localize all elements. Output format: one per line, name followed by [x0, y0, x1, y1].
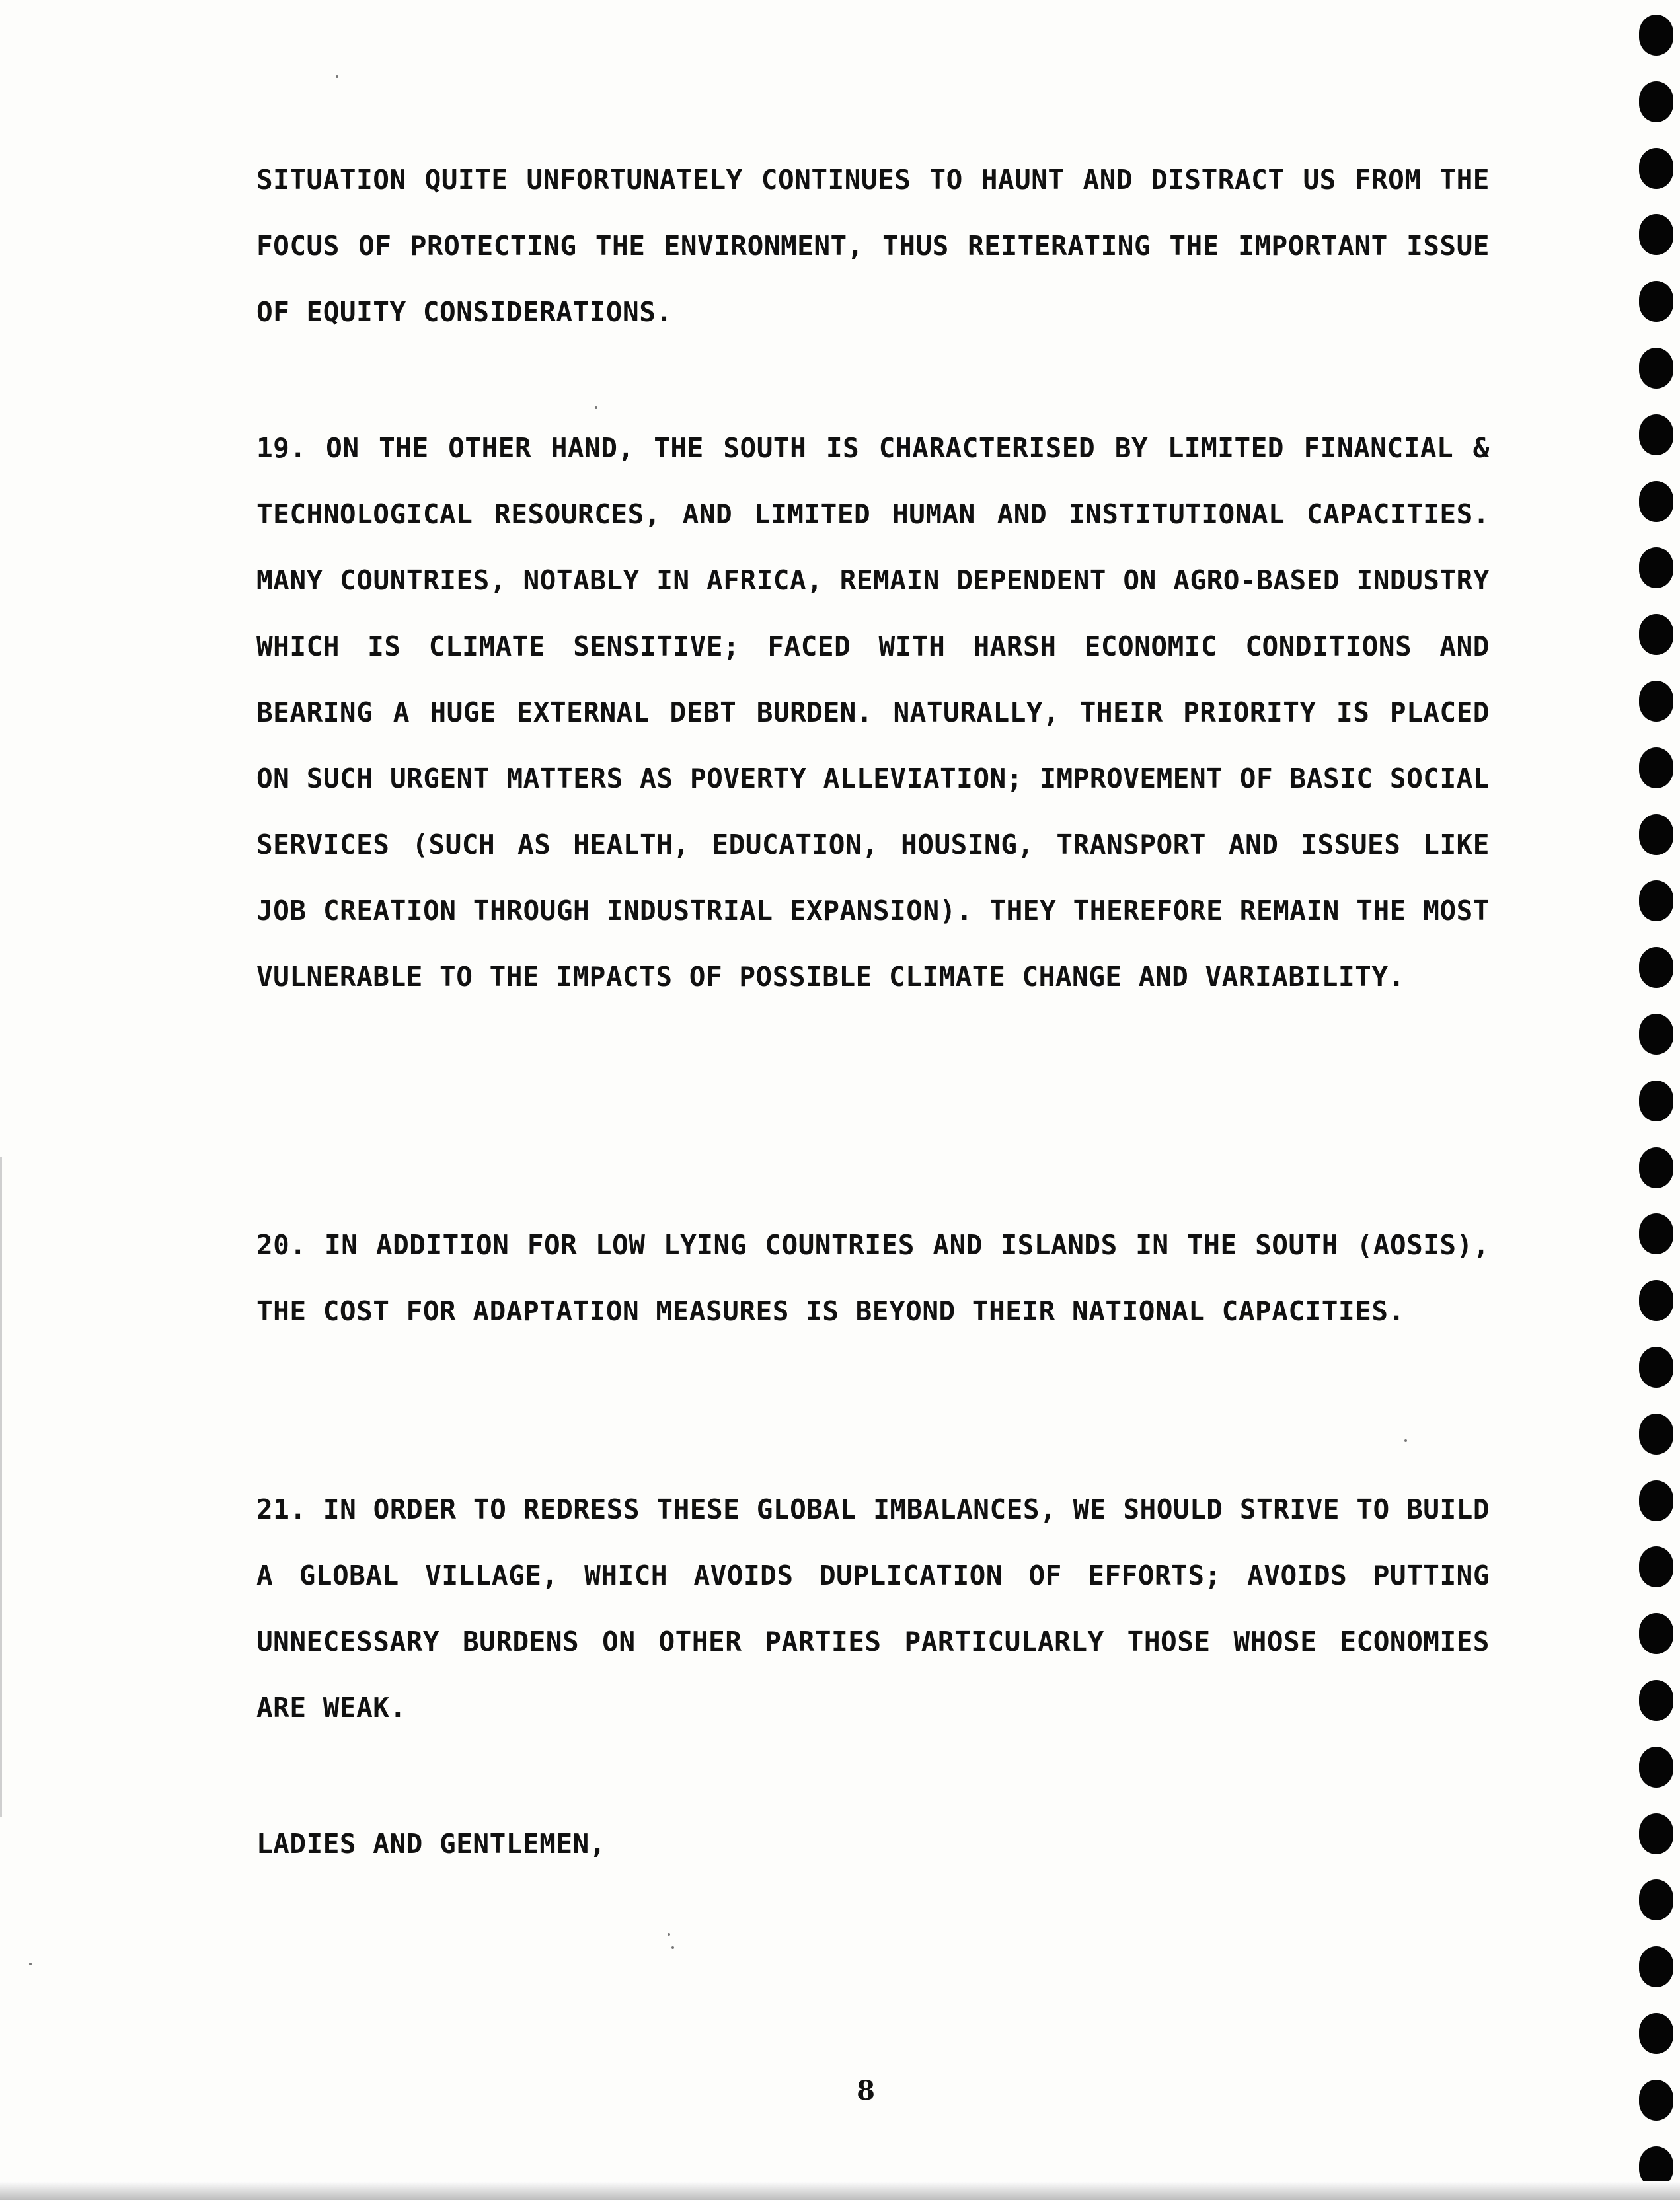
binding-hole	[1639, 1414, 1673, 1455]
paragraph-21	[256, 1476, 1490, 1741]
salutation	[256, 1811, 1490, 1877]
binding-hole	[1639, 614, 1673, 655]
paragraph-19	[256, 415, 1490, 1010]
paragraph-text: 20. IN ADDITION FOR LOW LYING COUNTRIES AND ISLANDS IN THE SOUTH (AOSIS), THE COST FOR ADAPTATION MEASURES IS BEYOND THEIR NATIONAL CAPACITIES.	[256, 1229, 1490, 1327]
binding-hole	[1639, 2013, 1673, 2054]
binding-hole	[1639, 15, 1673, 56]
binding-hole	[1639, 1480, 1673, 1521]
page-number: 8	[857, 2075, 875, 2106]
paragraph-text: 21. IN ORDER TO REDRESS THESE GLOBAL IMBALANCES, WE SHOULD STRIVE TO BUILD A GLOBAL VILLAGE, WHICH AVOIDS DUPLICATION OF EFFORTS; AVOIDS PUTTING UNNECESSARY BURDENS ON OTHER PARTIES PARTICULARLY THOSE WHOSE ECONOMIES ARE WEAK.	[256, 1494, 1490, 1724]
binding-hole	[1639, 947, 1673, 988]
binding-hole	[1639, 214, 1673, 255]
binding-hole	[1639, 1014, 1673, 1055]
scan-left-edge	[0, 1157, 2, 1817]
binding-hole	[1639, 1347, 1673, 1388]
binding-hole	[1639, 1813, 1673, 1854]
binding-hole	[1639, 414, 1673, 455]
scan-speck	[595, 406, 597, 409]
binding-hole	[1639, 348, 1673, 389]
paragraph-20	[256, 1212, 1490, 1344]
binding-hole	[1639, 148, 1673, 189]
binding-hole	[1639, 747, 1673, 788]
binding-hole	[1639, 1613, 1673, 1654]
binding-hole	[1639, 1147, 1673, 1188]
paragraph-situation	[256, 147, 1490, 345]
binding-hole	[1639, 281, 1673, 322]
binding-hole	[1639, 2080, 1673, 2121]
binding-hole	[1639, 81, 1673, 122]
scan-speck	[668, 1933, 670, 1936]
binding-hole	[1639, 1879, 1673, 1920]
paragraph-text: 19. ON THE OTHER HAND, THE SOUTH IS CHARACTERISED BY LIMITED FINANCIAL & TECHNOLOGICAL RESOURCES, AND LIMITED HUMAN AND INSTITUTIONAL CAPACITIES. MANY COUNTRIES, NOTABLY IN AFRICA, REMAIN DEPENDENT ON AGRO-BASED INDUSTRY WHICH IS CLIMATE SENSITIVE; FACED WITH HARSH ECONOMIC CONDITIONS AND BEARING A HUGE EXTERNAL DEBT BURDEN. NATURALLY, THEIR PRIORITY IS PLACED ON SUCH URGENT MATTERS AS POVERTY ALLEVIATION; IMPROVEMENT OF BASIC SOCIAL SERVICES (SUCH AS HEALTH, EDUCATION, HOUSING, TRANSPORT AND ISSUES LIKE JOB CREATION THROUGH INDUSTRIAL EXPANSION). THEY THEREFORE REMAIN THE MOST VULNERABLE TO THE IMPACTS OF POSSIBLE CLIMATE CHANGE AND VARIABILITY.	[256, 432, 1490, 993]
binding-hole	[1639, 547, 1673, 588]
comb-binding-holes	[1638, 0, 1680, 2200]
binding-hole	[1639, 880, 1673, 921]
binding-hole	[1639, 1081, 1673, 1121]
binding-hole	[1639, 1546, 1673, 1587]
scan-speck	[29, 1963, 32, 1965]
binding-hole	[1639, 1280, 1673, 1321]
binding-hole	[1639, 1747, 1673, 1788]
binding-hole	[1639, 481, 1673, 522]
binding-hole	[1639, 814, 1673, 855]
binding-hole	[1639, 1946, 1673, 1987]
binding-hole	[1639, 681, 1673, 722]
binding-hole	[1639, 1213, 1673, 1254]
scan-speck	[1404, 1439, 1407, 1442]
salutation-text: LADIES AND GENTLEMEN,	[256, 1828, 606, 1860]
paragraph-text: SITUATION QUITE UNFORTUNATELY CONTINUES TO HAUNT AND DISTRACT US FROM THE FOCUS OF PROTECTING THE ENVIRONMENT, THUS REITERATING THE IMPORTANT ISSUE OF EQUITY CONSIDERATIONS.	[256, 164, 1490, 328]
scan-speck	[336, 75, 338, 78]
scan-bottom-edge	[0, 2181, 1680, 2200]
scan-speck	[671, 1946, 674, 1949]
binding-hole	[1639, 1680, 1673, 1721]
